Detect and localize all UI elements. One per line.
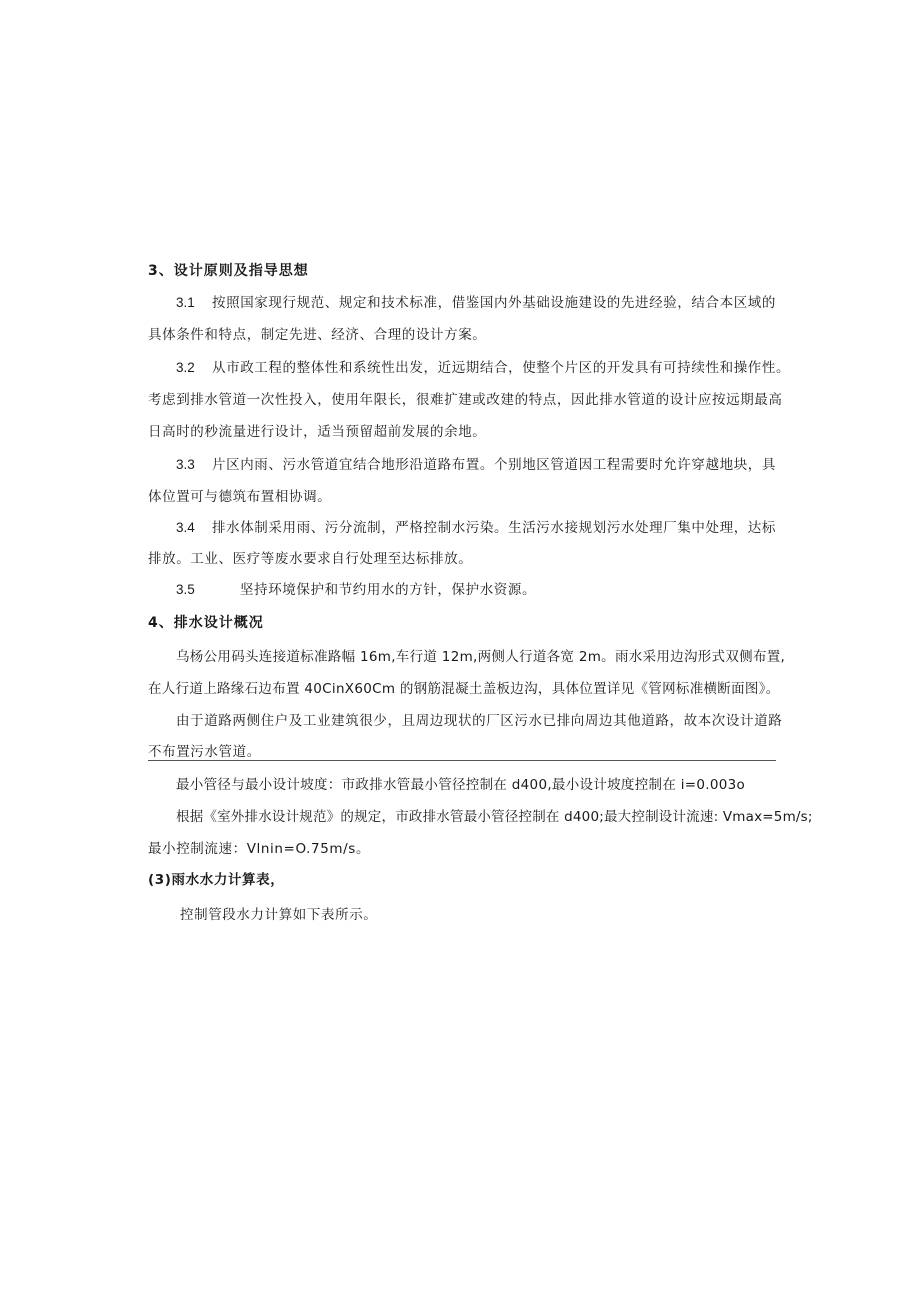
item-3-2-number: 3.2: [176, 360, 195, 375]
subsection3-text: 控制管段水力计算如下表所示。: [180, 907, 378, 923]
item-3-3-number: 3.3: [176, 457, 195, 472]
section4-para1-line-2: 在人行道上路缘石边布置 40CinX60Cm 的钢筋混凝土盖板边沟，具体位置详见《管网标准横断面图》。: [148, 681, 780, 697]
subsection3-heading: (3)雨水水力计算表，: [148, 872, 285, 888]
item-3-2-line-2: 考虑到排水管道一次性投入，使用年限长，很难扩建或改建的特点，因此排水管道的设计应按远期最高: [148, 392, 783, 408]
section4-para4-line-2: 最小控制流速：Vlnin=O.75m/s。: [148, 841, 371, 857]
item-3-5-line-1: 坚持环境保护和节约用水的方针，保护水资源。: [240, 582, 537, 598]
section4-para2-line-2: 不布置污水管道。: [148, 744, 261, 760]
section4-para4-line-1: 根据《室外排水设计规范》的规定，市政排水管最小管径控制在 d400;最大控制设计流速: Vmax=5m/s;: [176, 809, 813, 825]
section4-para2-line-1: 由于道路两侧住户及工业建筑很少，且周边现状的厂区污水已排向周边其他道路，故本次设计道路: [176, 713, 783, 729]
item-3-3-line-2: 体位置可与德筑布置相协调。: [148, 489, 332, 505]
item-3-1-number: 3.1: [176, 295, 195, 310]
item-3-2-line-3: 日高时的秒流量进行设计，适当预留超前发展的余地。: [148, 424, 487, 440]
horizontal-rule: [148, 760, 776, 761]
section4-heading: 4、排水设计概况: [148, 615, 264, 631]
section4-para1-line-1: 乌杨公用码头连接道标准路幅 16m,车行道 12m,两侧人行道各宽 2m。雨水采用边沟形式双侧布置,: [176, 649, 786, 665]
item-3-1-line-2: 具体条件和特点，制定先进、经济、合理的设计方案。: [148, 327, 487, 343]
section4-para3: 最小管径与最小设计坡度：市政排水管最小管径控制在 d400,最小设计坡度控制在 i=0.003o: [176, 777, 746, 793]
item-3-2-line-1: 从市政工程的整体性和系统性出发，近远期结合，使整个片区的开发具有可持续性和操作性。: [212, 360, 791, 376]
item-3-3-line-1: 片区内雨、污水管道宜结合地形沿道路布置。个别地区管道因工程需要时允许穿越地块，具: [212, 457, 776, 473]
item-3-4-line-2: 排放。工业、医疗等废水要求自行处理至达标排放。: [148, 551, 473, 567]
item-3-4-number: 3.4: [176, 520, 195, 535]
section3-heading: 3、设计原则及指导思想: [148, 263, 309, 279]
item-3-4-line-1: 排水体制采用雨、污分流制，严格控制水污染。生活污水接规划污水处理厂集中处理，达标: [212, 520, 776, 536]
item-3-1-line-1: 按照国家现行规范、规定和技术标准，借鉴国内外基础设施建设的先进经验，结合本区域的: [212, 295, 776, 311]
item-3-5-number: 3.5: [176, 582, 195, 597]
